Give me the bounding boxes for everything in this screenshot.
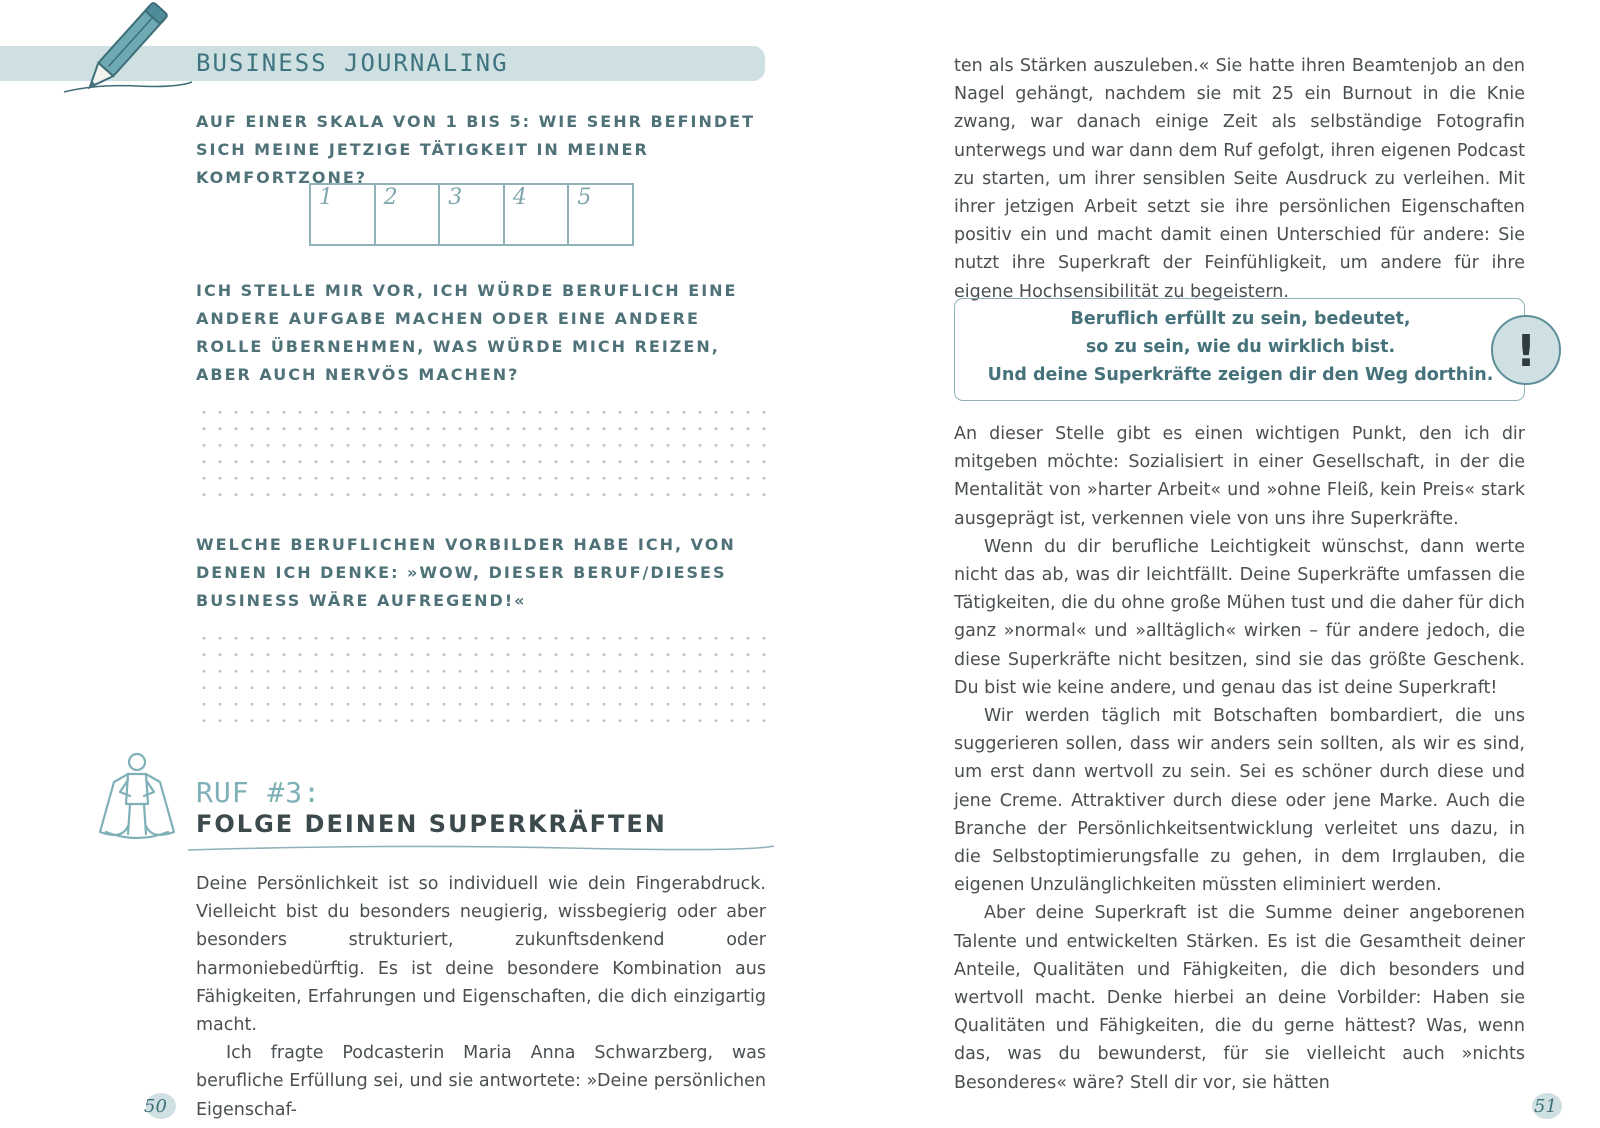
question-role-models: WELCHE BERUFLICHEN VORBILDER HABE ICH, VON DENEN ICH DENKE: »WOW, DIESER BERUF/DIESES BUSINESS WÄRE AUFREGEND!« bbox=[196, 535, 736, 610]
paragraph: Deine Persönlichkeit ist so individuell wie dein Fingerabdruck. Vielleicht bist du besonders neugierig, wissbegierig oder aber besonders strukturiert, zukunftsdenkend oder harmoniebedürftig. Es ist deine besondere Kombination aus Fähigkeiten, Erfahrungen und Eigenschaften, die dich einzigartig macht. bbox=[196, 874, 766, 1036]
quote-box bbox=[954, 298, 1525, 401]
superhero-icon bbox=[92, 752, 182, 848]
section-label: RUF #3: bbox=[196, 776, 322, 809]
scale-cell[interactable] bbox=[440, 185, 505, 244]
section-heading: FOLGE DEINEN SUPERKRÄFTEN bbox=[196, 810, 667, 838]
left-body-text bbox=[196, 870, 766, 1124]
scale-number: 3 bbox=[448, 185, 463, 210]
paragraph: Ich fragte Podcasterin Maria Anna Schwarzberg, was berufliche Erfüllung sei, und sie antwortete: »Deine persönlichen Eigenschaf- bbox=[196, 1043, 766, 1120]
rating-scale bbox=[309, 183, 634, 246]
exclamation-mark: ! bbox=[1515, 326, 1537, 377]
journal-title: BUSINESS JOURNALING bbox=[196, 49, 509, 77]
scale-number: 4 bbox=[512, 185, 527, 210]
quote-line: Beruflich erfüllt zu sein, bedeutet, bbox=[1070, 309, 1411, 329]
paragraph: Wenn du dir berufliche Leichtigkeit wünschst, dann werte nicht das ab, was dir leichtfällt. Deine Superkräfte umfassen die Tätigkeiten, die du ohne große Mühen tust und die daher für dich ganz »normal« und »alltäglich« wirken – für andere jedoch, die diese Superkräfte nicht besitzen, sind sie das größte Geschenk. Du bist wie keine andere, und genau das ist deine Superkraft! bbox=[954, 536, 1525, 698]
page-number: 51 bbox=[1534, 1096, 1557, 1117]
scale-number: 2 bbox=[383, 185, 398, 210]
question-comfort-zone: AUF EINER SKALA VON 1 BIS 5: WIE SEHR BEFINDET SICH MEINE JETZIGE TÄTIGKEIT IN MEINER KOMFORTZONE? bbox=[196, 112, 755, 187]
scale-number: 1 bbox=[319, 185, 333, 210]
quote-line: so zu sein, wie du wirklich bist. bbox=[1085, 337, 1396, 357]
question-other-role: ICH STELLE MIR VOR, ICH WÜRDE BERUFLICH EINE ANDERE AUFGABE MACHEN ODER EINE ANDERE ROLLE ÜBERNEHMEN, WAS WÜRDE MICH REIZEN, ABER AUCH NERVÖS MACHEN? bbox=[196, 281, 738, 384]
heading-underline bbox=[186, 842, 776, 854]
pencil-icon bbox=[56, 0, 196, 100]
scale-cell[interactable] bbox=[376, 185, 441, 244]
dotted-writing-area[interactable] bbox=[196, 404, 768, 496]
right-page bbox=[800, 0, 1600, 1128]
quote-line: Und deine Superkräfte zeigen dir den Weg dorthin. bbox=[987, 365, 1494, 385]
paragraph: Wir werden täglich mit Botschaften bombardiert, die uns suggerieren sollen, dass wir anders sein sollten, als wir es sind, um erst dann wertvoll zu sein. Sei es schöner durch diese und jene Creme. Attraktiver durch diese oder jene Marke. Auch die Branche der Persönlichkeitsentwicklung verleitet uns dazu, in die Selbstoptimierungsfalle zu gehen, in dem Irrglauben, die eigenen Unzulänglichkeiten müssten eliminiert werden. bbox=[954, 706, 1525, 896]
scale-number: 5 bbox=[577, 185, 592, 210]
scale-cell[interactable] bbox=[311, 185, 376, 244]
paragraph: An dieser Stelle gibt es einen wichtigen Punkt, den ich dir mitgeben möchte: Sozialisiert in einer Gesellschaft, in der die Mentalität von »harter Arbeit« und »ohne Fleiß, kein Preis« stark ausgeprägt ist, verkennen viele von uns ihre Superkräfte. bbox=[954, 424, 1525, 529]
paragraph: Aber deine Superkraft ist die Summe deiner angeborenen Talente und entwickelten Stärken. Es ist die Gesamtheit deiner Anteile, Qualitäten und Fähigkeiten, die dich besonders und wertvoll macht. Denke hierbei an deine Vorbilder: Haben sie Qualitäten und Fähigkeiten, die du gerne hättest? Was, wenn das, was du bewunderst, für sie vielleicht auch »nichts Besonderes« wäre? Stell dir vor, sie hätten bbox=[954, 903, 1525, 1093]
right-body-text bbox=[954, 420, 1525, 1097]
dotted-writing-area[interactable] bbox=[196, 630, 768, 722]
exclamation-icon bbox=[1488, 312, 1564, 388]
paragraph: ten als Stärken auszuleben.« Sie hatte ihren Beamtenjob an den Nagel gehängt, nachdem sie mit 25 ein Burnout in die Knie zwang, war danach einige Zeit als selbständige Fotografin unterwegs und war dann dem Ruf gefolgt, ihren eigenen Podcast zu starten, um ihrer sensiblen Seite Ausdruck zu verleihen. Mit ihrer jetzigen Arbeit setzt sie ihre persönlichen Eigenschaften positiv ein und macht damit einen Unterschied für andere: Sie nutzt ihre Superkraft der Feinfühligkeit, um andere für ihre eigene Hochsensibilität zu begeistern. bbox=[954, 56, 1525, 302]
page-number: 50 bbox=[144, 1096, 167, 1117]
scale-cell[interactable] bbox=[569, 185, 632, 244]
scale-cell[interactable] bbox=[505, 185, 570, 244]
